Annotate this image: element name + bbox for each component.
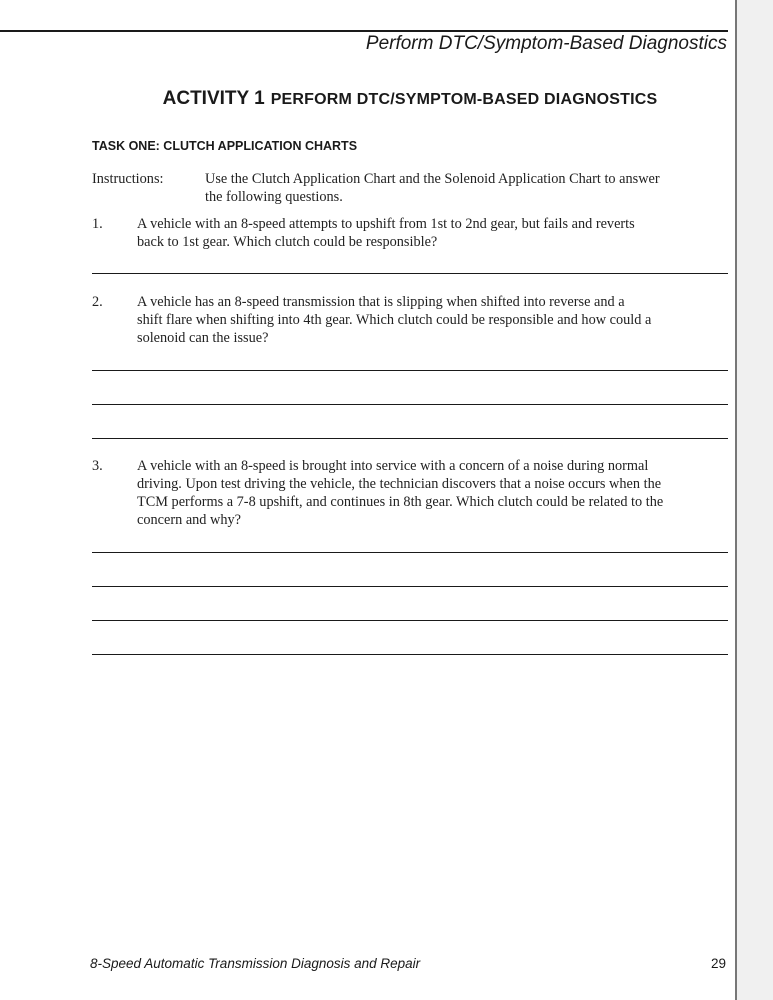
question-3-text [137, 457, 732, 529]
activity-heading [0, 88, 773, 110]
question-2-number: 2. [92, 294, 103, 310]
task-heading: TASK ONE: CLUTCH APPLICATION CHARTS [92, 139, 358, 153]
question-2-text [137, 293, 732, 347]
instructions-text [205, 170, 730, 206]
question-3-answer-line[interactable] [92, 552, 728, 553]
page-edge-band [735, 0, 773, 1000]
running-header-title: Perform DTC/Symptom-Based Diagnostics [365, 33, 727, 54]
question-2-answer-line[interactable] [92, 438, 728, 439]
activity-number: ACTIVITY 1 [162, 88, 265, 109]
question-line: solenoid can the issue? [137, 330, 269, 346]
question-1-answer-line[interactable] [92, 273, 728, 274]
question-3-number: 3. [92, 458, 103, 474]
question-line: driving. Upon test driving the vehicle, the technician discovers that a noise occurs when the [137, 476, 662, 492]
question-line: TCM performs a 7-8 upshift, and continues in 8th gear. Which clutch could be related to the [137, 494, 664, 510]
question-1-number: 1. [92, 216, 103, 232]
question-line: A vehicle with an 8-speed is brought into service with a concern of a noise during normal [137, 458, 649, 474]
question-2-answer-line[interactable] [92, 370, 728, 371]
question-line: back to 1st gear. Which clutch could be responsible? [137, 234, 438, 250]
question-3-answer-line[interactable] [92, 586, 728, 587]
question-3-answer-line[interactable] [92, 654, 728, 655]
question-2-answer-line[interactable] [92, 404, 728, 405]
instructions-line: Use the Clutch Application Chart and the Solenoid Application Chart to answer [205, 171, 660, 187]
question-line: concern and why? [137, 512, 242, 528]
question-1-text [137, 215, 732, 251]
question-line: A vehicle has an 8-speed transmission that is slipping when shifted into reverse and a [137, 294, 625, 310]
question-line: A vehicle with an 8-speed attempts to upshift from 1st to 2nd gear, but fails and reverts [137, 216, 635, 232]
instructions-label: Instructions: [92, 171, 164, 187]
activity-title: PERFORM DTC/SYMPTOM-BASED DIAGNOSTICS [270, 91, 658, 108]
question-line: shift flare when shifting into 4th gear. Which clutch could be responsible and how could a [137, 312, 652, 328]
footer-page-number: 29 [710, 956, 726, 971]
header-rule [0, 30, 728, 32]
question-3-answer-line[interactable] [92, 620, 728, 621]
instructions-line: the following questions. [205, 189, 343, 205]
footer-book-title: 8-Speed Automatic Transmission Diagnosis and Repair [90, 956, 421, 971]
